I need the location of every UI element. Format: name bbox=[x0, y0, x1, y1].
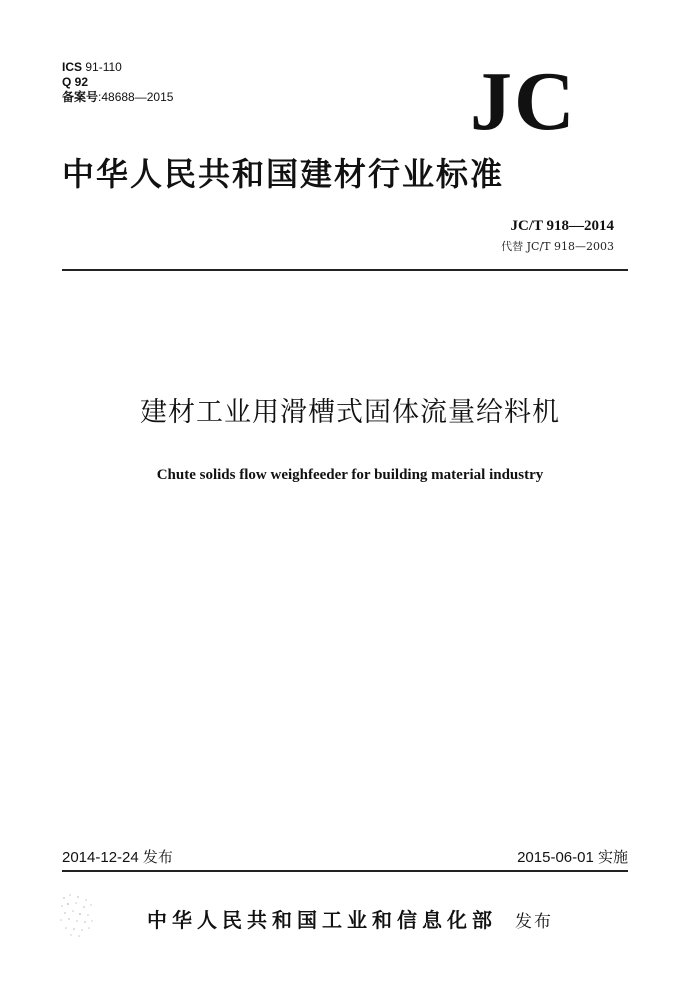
document-title-en: Chute solids flow weighfeeder for building material industry bbox=[156, 467, 544, 483]
ics-line bbox=[62, 60, 122, 74]
record-number-line bbox=[62, 90, 173, 104]
publisher-org: 中华人民共和国工业和信息化部 bbox=[147, 908, 497, 932]
q-code-value: Q 92 bbox=[62, 75, 89, 89]
ics-value: 91-110 bbox=[85, 60, 122, 74]
publish-action: 发布 bbox=[515, 912, 553, 932]
document-title-cn: 建材工业用滑槽式固体流量给料机 bbox=[140, 397, 560, 428]
publisher-line bbox=[0, 904, 700, 933]
record-label: 备案号 bbox=[62, 90, 99, 104]
effective-date: 2015-06-01 实施 bbox=[517, 849, 628, 866]
replaces-standard: 代替 JC/T 918—2003 bbox=[501, 240, 614, 253]
record-value: :48688—2015 bbox=[98, 90, 174, 104]
ics-label: ICS bbox=[62, 60, 83, 74]
q-code bbox=[62, 75, 88, 89]
issue-date: 2014-12-24 发布 bbox=[62, 849, 173, 866]
jc-logo: JC bbox=[470, 55, 577, 148]
bottom-divider bbox=[62, 870, 628, 872]
issuer-title: 中华人民共和国建材行业标准 bbox=[62, 155, 505, 193]
standard-number: JC/T 918—2014 bbox=[510, 218, 614, 234]
top-divider bbox=[62, 269, 628, 271]
